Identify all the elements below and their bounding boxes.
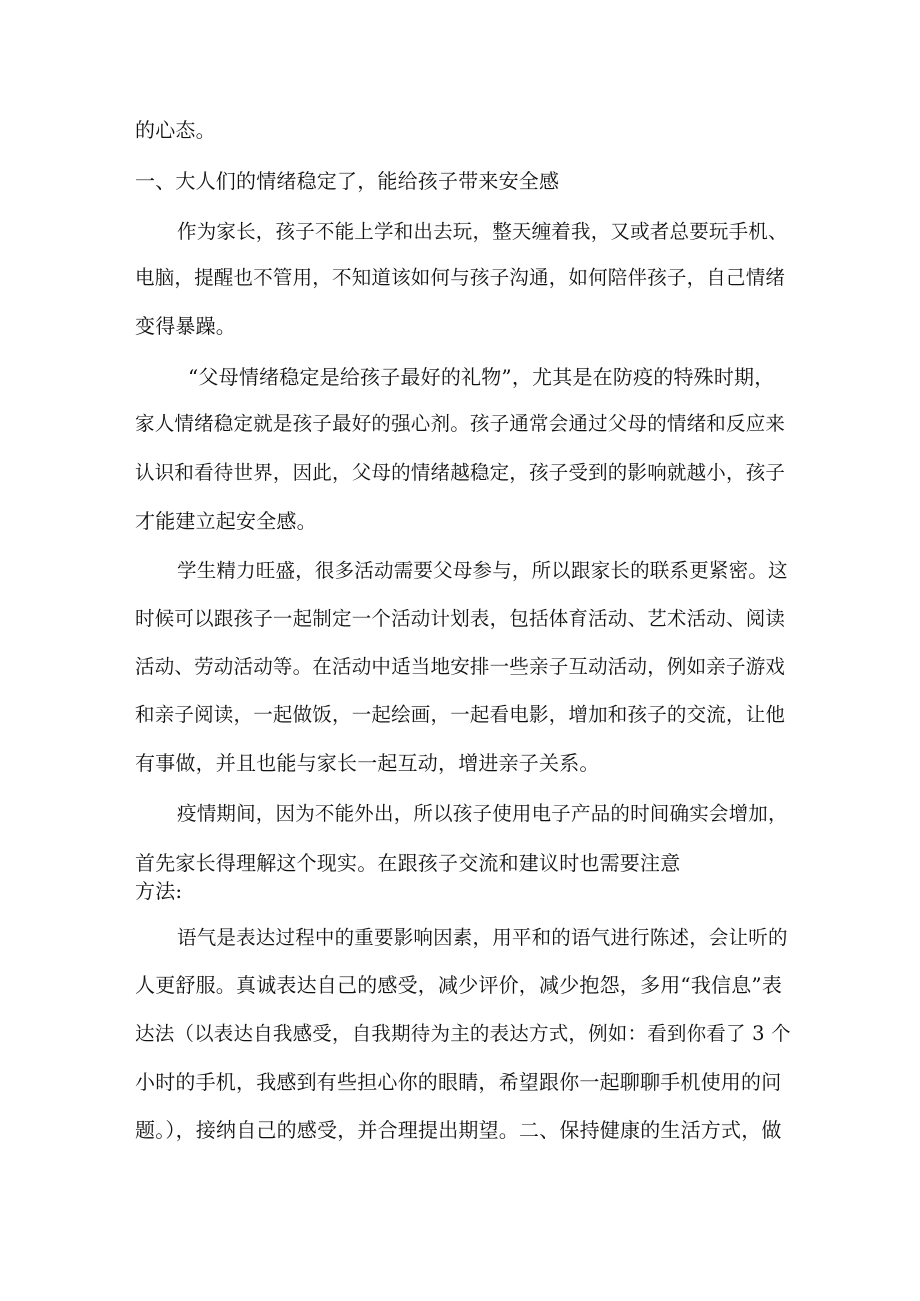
text-line: 时候可以跟孩子一起制定一个活动计划表，包括体育活动、艺术活动、阅读 [135, 607, 786, 630]
text-line: 达法（以表达自我感受，自我期待为主的表达方式，例如：看到你看了 3 个 [135, 1022, 791, 1045]
text-line: 题。），接纳自己的感受，并合理提出期望。二、保持健康的生活方式，做 [135, 1118, 782, 1142]
text-line: 活动、劳动活动等。在活动中适当地安排一些亲子互动活动，例如亲子游戏 [135, 655, 786, 678]
text-line: 人更舒服。真诚表达自己的感受，减少评价，减少抱怨，多用“我信息”表 [135, 973, 783, 997]
section-heading: 一、大人们的情绪稳定了，能给孩子带来安全感 [135, 169, 560, 193]
text-line: 才能建立起安全感。 [135, 509, 317, 533]
text-line: 语气是表达过程中的重要影响因素，用平和的语气进行陈述，会让听的 [177, 926, 788, 949]
text-line: “父母情绪稳定是给孩子最好的礼物”，尤其是在防疫的特殊时期， [188, 365, 775, 389]
text-line: 认识和看待世界，因此，父母的情绪越稳定，孩子受到的影响就越小，孩子 [135, 461, 786, 484]
text-line: 的心态。 [135, 118, 216, 142]
text-line: 首先家长得理解这个现实。在跟孩子交流和建议时也需要注意 [135, 851, 681, 875]
text-line: 变得暴躁。 [135, 314, 236, 338]
text-line: 作为家长，孩子不能上学和出去玩，整天缠着我，又或者总要玩手机、 [177, 220, 788, 243]
text-line: 方法: [135, 879, 183, 903]
text-line: 和亲子阅读，一起做饭，一起绘画，一起看电影，增加和孩子的交流，让他 [135, 703, 786, 726]
text-line: 学生精力旺盛，很多活动需要父母参与，所以跟家长的联系更紧密。这 [177, 559, 788, 582]
text-line: 小时的手机，我感到有些担心你的眼睛，希望跟你一起聊聊手机使用的问 [135, 1070, 782, 1094]
text-line: 疫情期间，因为不能外出，所以孩子使用电子产品的时间确实会增加， [177, 802, 788, 825]
text-line: 有事做，并且也能与家长一起互动，增进亲子关系。 [135, 751, 600, 775]
text-line: 电脑，提醒也不管用，不知道该如何与孩子沟通，如何陪伴孩子，自己情绪 [135, 266, 786, 289]
text-line: 家人情绪稳定就是孩子最好的强心剂。孩子通常会通过父母的情绪和反应来 [135, 412, 786, 435]
